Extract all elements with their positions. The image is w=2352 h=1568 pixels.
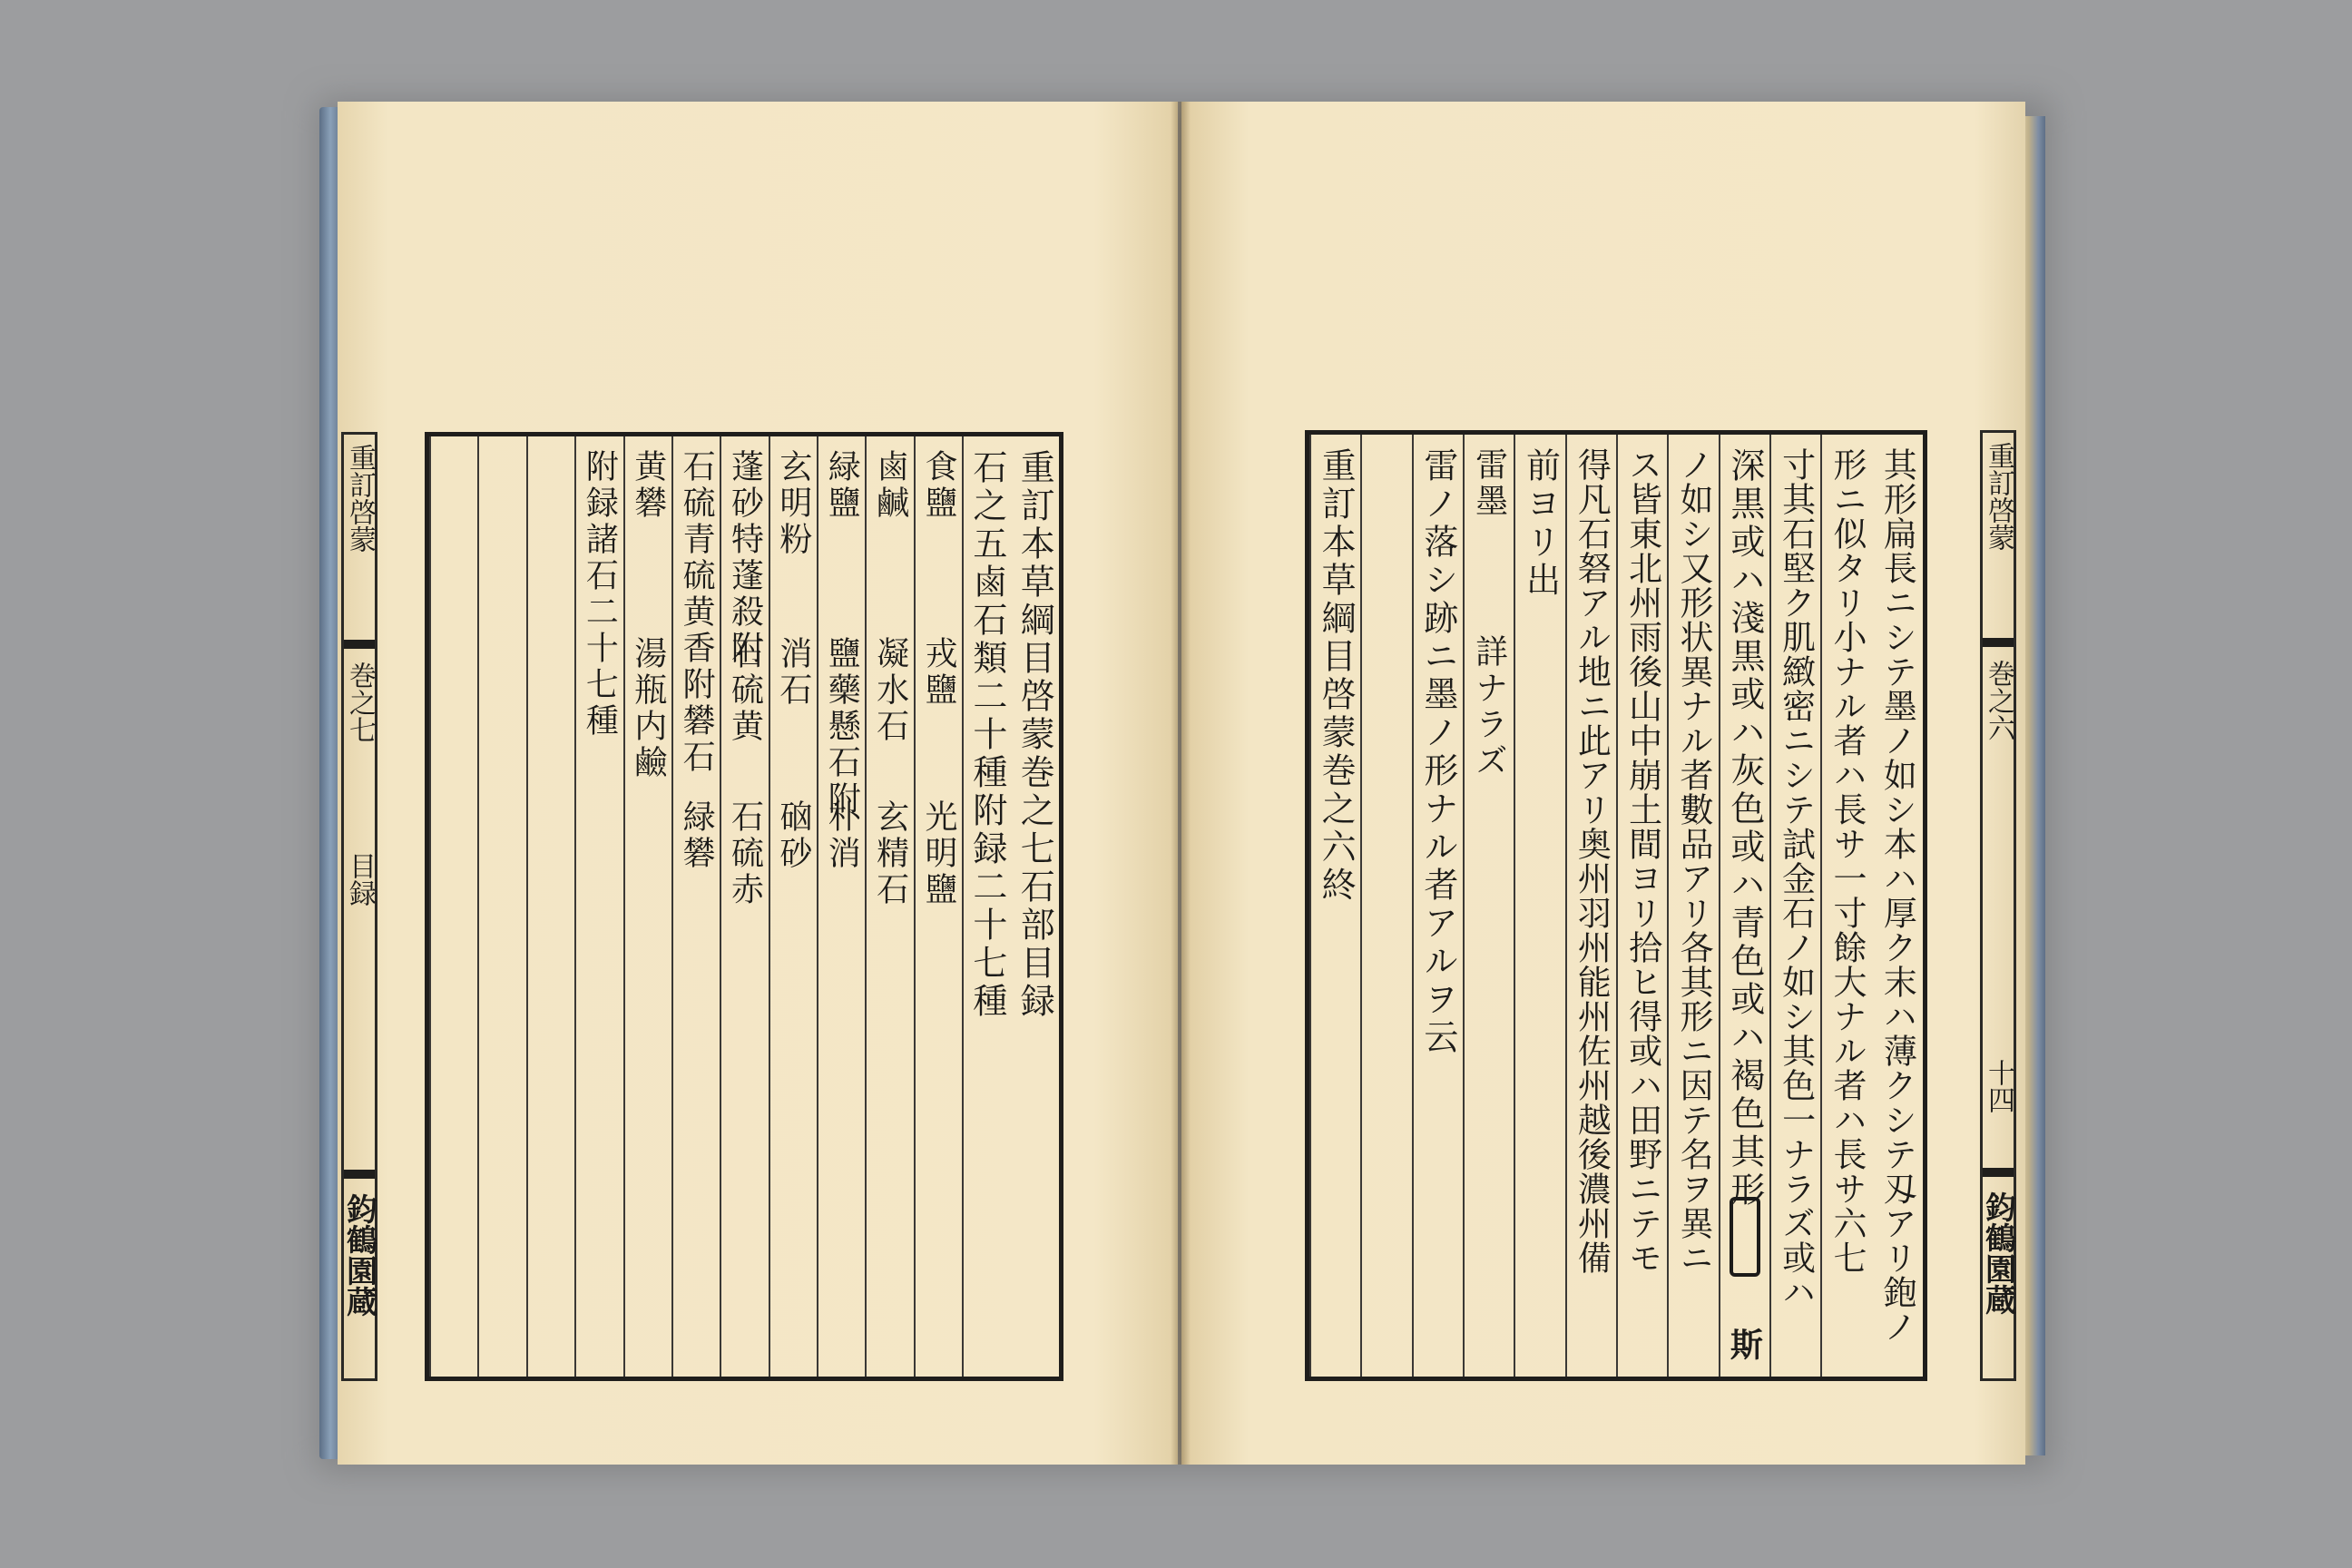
- entry-a: 附録諸石二十七種: [581, 449, 619, 740]
- entry-a: 蓬砂特蓬殺附: [726, 449, 764, 667]
- right-text-frame: [1305, 430, 1927, 1381]
- column-text: 雷ノ落シ跡ニ墨ノ形ナル者アルヲ云: [1417, 447, 1458, 1057]
- left-page-margin-strip: [341, 432, 377, 1381]
- text-column: [1565, 435, 1616, 1377]
- column-text: ノ如シ又形状異ナル者數品アリ各其形ニ因テ名ヲ異ニ: [1673, 447, 1713, 1275]
- book-gutter: [1171, 102, 1191, 1465]
- column-text: 深黒或ハ淺黒或ハ灰色或ハ青色或ハ褐色其形: [1724, 447, 1765, 1210]
- text-column: [1463, 435, 1514, 1377]
- margin-title: 重訂啓蒙: [344, 444, 376, 553]
- margin-section: 目録: [344, 852, 376, 906]
- entry-a: 石硫青硫黄香附礬石: [678, 449, 716, 776]
- text-column: [1820, 435, 1871, 1377]
- entry-b: 鹽藥懸石附: [823, 636, 861, 818]
- entry-b: 石硫黄: [726, 636, 764, 745]
- entry-c: 硇砂: [774, 799, 812, 872]
- stone-shape-illustration: [1730, 1197, 1760, 1277]
- column-text: 重訂本草綱目啓蒙巻之六終: [1316, 447, 1357, 905]
- text-column: [1667, 435, 1718, 1377]
- entry-c: 光明鹽: [920, 799, 958, 908]
- margin-title: 重訂啓蒙: [1983, 442, 2014, 551]
- margin-volume: 巻之六: [1983, 660, 2014, 741]
- text-column: [1514, 435, 1564, 1377]
- entry-c: 玄精石: [871, 799, 909, 908]
- column-text: 形ニ似タリ小ナル者ハ長サ一寸餘大ナル者ハ長サ六七: [1827, 447, 1867, 1275]
- entry-a: 玄明粉: [774, 449, 812, 558]
- column-tail-text: 斯: [1725, 1328, 1764, 1364]
- entry-c: 朴消: [823, 799, 861, 872]
- entry-a: 黄礬: [629, 449, 667, 522]
- margin-folio: 十四: [1983, 1059, 2014, 1113]
- fishtail-mark-bottom: [344, 1170, 375, 1179]
- margin-volume: 巻之七: [344, 662, 376, 743]
- entry-c: 石硫赤: [726, 799, 764, 908]
- text-column: [720, 436, 768, 1377]
- entry-b: 湯瓶内鹼: [629, 636, 667, 781]
- entry-b: 戎鹽: [920, 636, 958, 709]
- column-text: 寸其石堅ク肌緻密ニシテ試金石ノ如シ其色一ナラズ或ハ: [1776, 447, 1816, 1309]
- text-column: [623, 436, 671, 1377]
- text-column: [817, 436, 865, 1377]
- column-text: 前ヨリ出: [1520, 447, 1561, 600]
- fishtail-mark: [344, 640, 375, 649]
- text-column: [865, 436, 913, 1377]
- column-text: 得凡石砮アル地ニ此アリ奥州羽州能州佐州越後濃州備: [1572, 447, 1612, 1275]
- text-column: [1719, 435, 1769, 1377]
- column-text: 石之五鹵石類二十種附録二十七種: [966, 449, 1007, 1021]
- text-column: [769, 436, 817, 1377]
- fishtail-mark: [1983, 638, 2014, 647]
- text-column: [1309, 435, 1360, 1377]
- entry-a: 緑鹽: [823, 449, 861, 522]
- text-column: [1360, 435, 1411, 1377]
- right-page-margin-strip: [1980, 430, 2016, 1381]
- column-text: ス皆東北州雨後山中崩土間ヨリ拾ヒ得或ハ田野ニテモ: [1622, 447, 1662, 1275]
- ownership-stamp: 鈞鶴園蔵: [340, 1193, 377, 1317]
- left-text-frame: [425, 432, 1063, 1381]
- text-column: [574, 436, 622, 1377]
- text-column: [1011, 436, 1059, 1377]
- ownership-stamp: 鈞鶴園蔵: [1979, 1191, 2016, 1315]
- text-column: [914, 436, 962, 1377]
- column-text: 重訂本草綱目啓蒙巻之七石部目録: [1014, 449, 1055, 1021]
- entry-a: 食鹽: [920, 449, 958, 522]
- text-column: [526, 436, 574, 1377]
- text-column: [1412, 435, 1463, 1377]
- text-column: [477, 436, 525, 1377]
- column-text: 其形扁長ニシテ墨ノ如シ本ハ厚ク末ハ薄クシテ刄アリ鉋ノ: [1877, 447, 1917, 1344]
- entry-b: 消石: [774, 636, 812, 709]
- text-column: [1616, 435, 1667, 1377]
- text-column: [671, 436, 720, 1377]
- text-column: [1872, 435, 1923, 1377]
- entry-a: 鹵鹹: [871, 449, 909, 522]
- entry-b: 詳ナラズ: [1470, 634, 1508, 779]
- entry-c: 緑礬: [678, 799, 716, 872]
- entry-a: 雷墨: [1470, 447, 1508, 520]
- entry-b: 凝水石: [871, 636, 909, 745]
- text-column: [429, 436, 477, 1377]
- text-column: [1769, 435, 1820, 1377]
- fishtail-mark-bottom: [1983, 1168, 2014, 1177]
- text-column: [962, 436, 1010, 1377]
